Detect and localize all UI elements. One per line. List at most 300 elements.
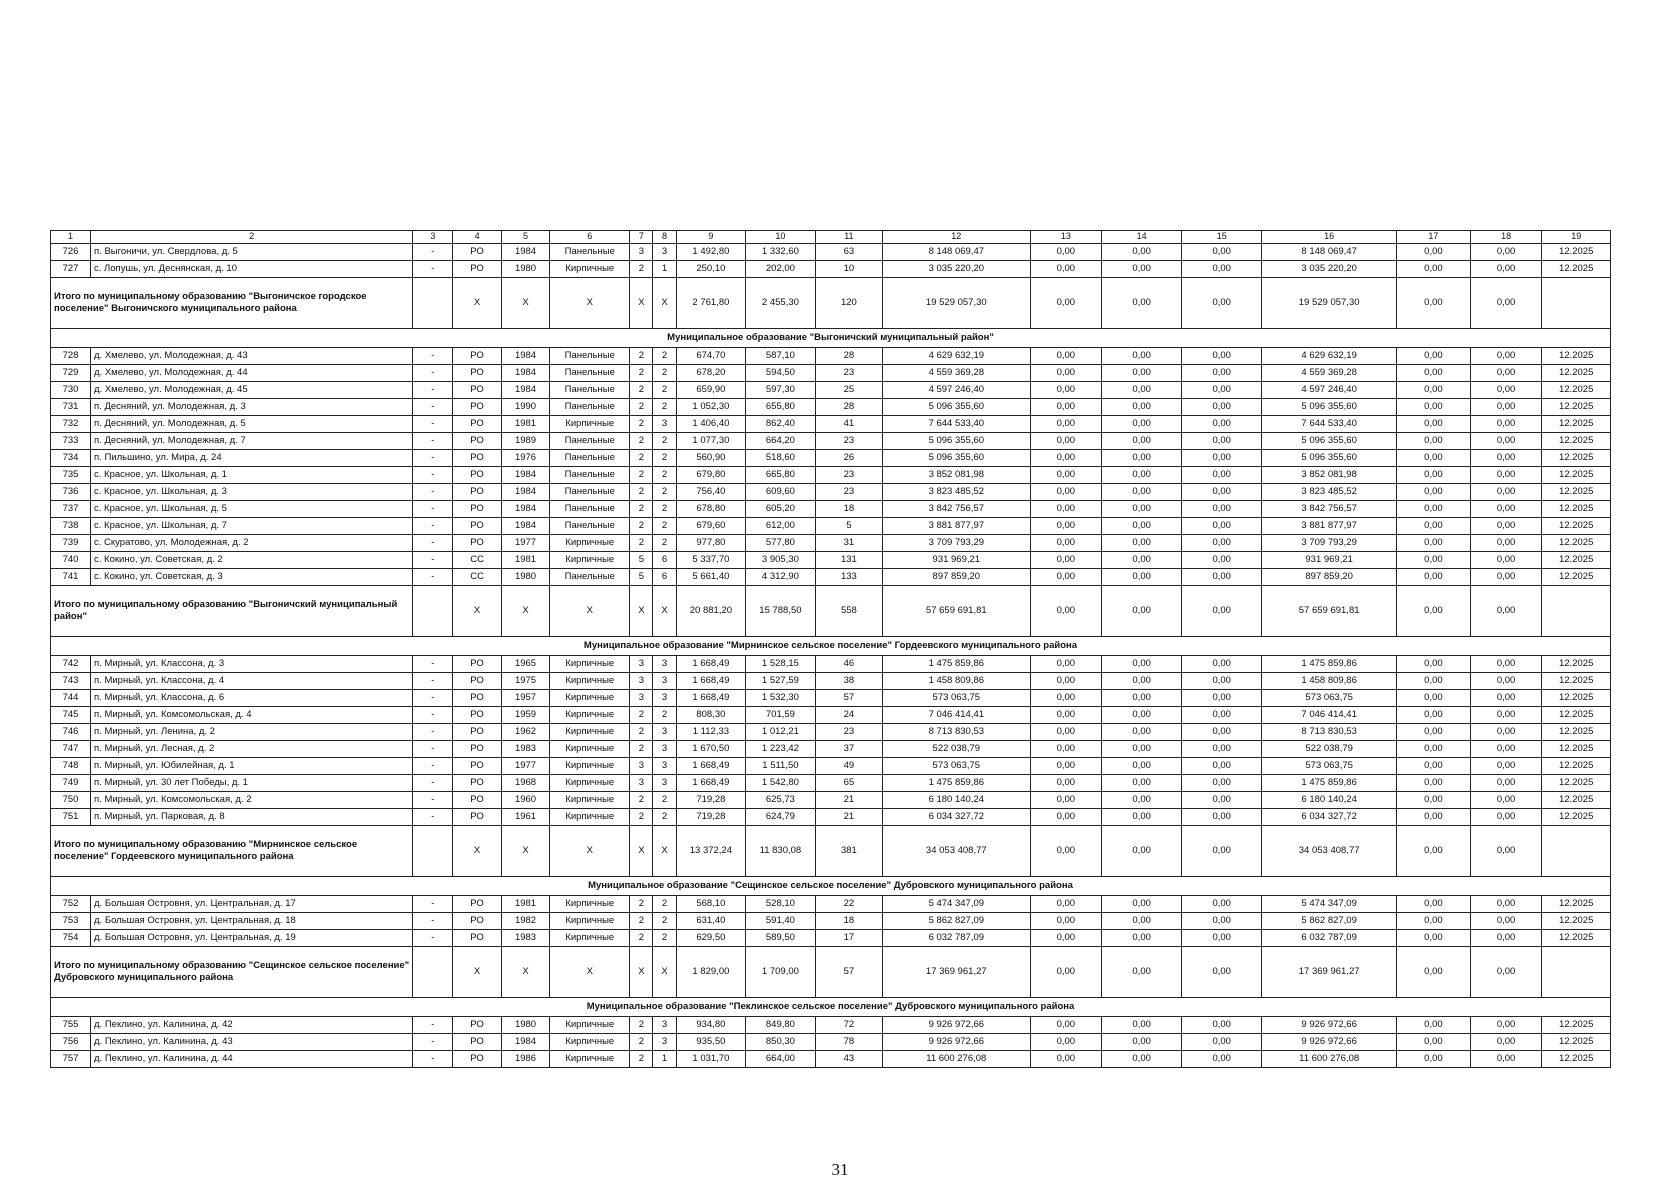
- table-cell: 9 926 972,66: [1262, 1017, 1397, 1034]
- table-cell: 133: [815, 569, 882, 586]
- table-cell: 23: [815, 467, 882, 484]
- table-cell: 0,00: [1030, 484, 1102, 501]
- table-cell: 0,00: [1030, 433, 1102, 450]
- table-cell: 12.2025: [1542, 501, 1611, 518]
- subtotal-cell: 0,00: [1030, 586, 1102, 637]
- table-cell: 0,00: [1182, 741, 1262, 758]
- table-cell: РО: [453, 416, 501, 433]
- table-cell: 0,00: [1397, 656, 1471, 673]
- table-cell: 1965: [501, 656, 549, 673]
- table-cell: 7 644 533,40: [1262, 416, 1397, 433]
- table-cell: 1984: [501, 467, 549, 484]
- table-cell: 0,00: [1470, 552, 1542, 569]
- table-cell: 3: [653, 673, 676, 690]
- table-cell: 1 112,33: [676, 724, 746, 741]
- table-cell: 12.2025: [1542, 656, 1611, 673]
- subtotal-cell: 2 761,80: [676, 278, 746, 329]
- table-cell: 0,00: [1102, 467, 1182, 484]
- table-cell: Кирпичные: [550, 724, 630, 741]
- table-cell: -: [413, 501, 453, 518]
- table-cell: 674,70: [676, 348, 746, 365]
- table-cell: 2: [630, 707, 653, 724]
- table-cell: 0,00: [1470, 792, 1542, 809]
- table-cell: 678,20: [676, 365, 746, 382]
- table-row: [51, 930, 1611, 947]
- table-cell: 0,00: [1030, 775, 1102, 792]
- table-cell: -: [413, 450, 453, 467]
- table-cell: 6 180 140,24: [1262, 792, 1397, 809]
- header-cell: 7: [630, 231, 653, 244]
- table-cell: 0,00: [1470, 913, 1542, 930]
- table-cell: 0,00: [1182, 450, 1262, 467]
- table-cell: 0,00: [1397, 896, 1471, 913]
- table-cell: 7 046 414,41: [1262, 707, 1397, 724]
- address-cell: с. Красное, ул. Школьная, д. 1: [91, 467, 413, 484]
- table-cell: 5 096 355,60: [883, 399, 1030, 416]
- table-cell: 6 032 787,09: [883, 930, 1030, 947]
- table-cell: 12.2025: [1542, 569, 1611, 586]
- subtotal-cell: 0,00: [1102, 278, 1182, 329]
- table-cell: 1981: [501, 896, 549, 913]
- table-cell: 0,00: [1102, 707, 1182, 724]
- table-cell: 522 038,79: [883, 741, 1030, 758]
- table-cell: 5 096 355,60: [883, 433, 1030, 450]
- table-cell: 0,00: [1397, 450, 1471, 467]
- table-cell: 0,00: [1030, 518, 1102, 535]
- table-cell: 728: [51, 348, 91, 365]
- table-cell: 2: [653, 518, 676, 535]
- subtotal-cell: [413, 278, 453, 329]
- table-cell: 24: [815, 707, 882, 724]
- table-cell: 1 528,15: [746, 656, 816, 673]
- table-row: [51, 569, 1611, 586]
- table-cell: 12.2025: [1542, 758, 1611, 775]
- table-cell: СС: [453, 552, 501, 569]
- table-cell: -: [413, 724, 453, 741]
- table-cell: 28: [815, 348, 882, 365]
- table-cell: 0,00: [1102, 365, 1182, 382]
- table-cell: -: [413, 775, 453, 792]
- table-cell: 1 668,49: [676, 775, 746, 792]
- table-cell: Кирпичные: [550, 913, 630, 930]
- table-cell: 3: [653, 690, 676, 707]
- table-cell: 6 180 140,24: [883, 792, 1030, 809]
- table-cell: 747: [51, 741, 91, 758]
- table-cell: 5 337,70: [676, 552, 746, 569]
- table-cell: 1984: [501, 484, 549, 501]
- table-cell: -: [413, 382, 453, 399]
- table-cell: РО: [453, 261, 501, 278]
- address-cell: с. Кокино, ул. Советская, д. 3: [91, 569, 413, 586]
- table-cell: 0,00: [1182, 896, 1262, 913]
- table-cell: 746: [51, 724, 91, 741]
- table-cell: 733: [51, 433, 91, 450]
- table-cell: 3: [653, 244, 676, 261]
- table-cell: 12.2025: [1542, 690, 1611, 707]
- table-cell: 2: [653, 365, 676, 382]
- table-cell: 0,00: [1470, 348, 1542, 365]
- table-cell: 1990: [501, 399, 549, 416]
- address-cell: д. Хмелево, ул. Молодежная, д. 44: [91, 365, 413, 382]
- table-cell: 57: [815, 690, 882, 707]
- address-cell: с. Красное, ул. Школьная, д. 5: [91, 501, 413, 518]
- table-cell: 0,00: [1182, 673, 1262, 690]
- table-cell: Кирпичные: [550, 896, 630, 913]
- table-cell: 202,00: [746, 261, 816, 278]
- table-cell: 0,00: [1470, 261, 1542, 278]
- table-cell: РО: [453, 690, 501, 707]
- table-cell: 2: [630, 416, 653, 433]
- table-cell: 0,00: [1102, 1017, 1182, 1034]
- table-cell: 756: [51, 1034, 91, 1051]
- table-cell: -: [413, 484, 453, 501]
- table-cell: 3: [653, 416, 676, 433]
- subtotal-cell: 0,00: [1397, 278, 1471, 329]
- table-cell: 664,20: [746, 433, 816, 450]
- table-cell: 11 600 276,08: [1262, 1051, 1397, 1068]
- table-cell: 0,00: [1030, 690, 1102, 707]
- table-cell: 2: [630, 399, 653, 416]
- table-cell: 2: [630, 365, 653, 382]
- table-cell: 3: [630, 673, 653, 690]
- table-cell: 23: [815, 433, 882, 450]
- subtotal-cell: 17 369 961,27: [883, 947, 1030, 998]
- section-header-row: [51, 637, 1611, 656]
- table-cell: 560,90: [676, 450, 746, 467]
- table-cell: 931 969,21: [883, 552, 1030, 569]
- table-cell: РО: [453, 809, 501, 826]
- table-cell: Панельные: [550, 569, 630, 586]
- table-row: [51, 775, 1611, 792]
- table-cell: 0,00: [1182, 707, 1262, 724]
- table-cell: 0,00: [1470, 365, 1542, 382]
- table-row: [51, 1034, 1611, 1051]
- subtotal-cell: [1542, 826, 1611, 877]
- table-cell: 0,00: [1102, 673, 1182, 690]
- subtotal-row: [51, 826, 1611, 877]
- table-cell: Кирпичные: [550, 1034, 630, 1051]
- table-cell: 977,80: [676, 535, 746, 552]
- subtotal-cell: X: [630, 278, 653, 329]
- table-cell: 3 881 877,97: [883, 518, 1030, 535]
- address-cell: д. Пеклино, ул. Калинина, д. 42: [91, 1017, 413, 1034]
- table-cell: 12.2025: [1542, 433, 1611, 450]
- table-row: [51, 348, 1611, 365]
- table-cell: 3 842 756,57: [883, 501, 1030, 518]
- table-cell: 2: [653, 467, 676, 484]
- table-cell: Кирпичные: [550, 707, 630, 724]
- table-cell: 0,00: [1030, 656, 1102, 673]
- table-cell: 2: [630, 484, 653, 501]
- table-cell: 1 031,70: [676, 1051, 746, 1068]
- table-cell: 745: [51, 707, 91, 724]
- header-cell: 4: [453, 231, 501, 244]
- table-cell: 5: [815, 518, 882, 535]
- table-cell: -: [413, 365, 453, 382]
- table-cell: 0,00: [1470, 244, 1542, 261]
- table-cell: 5 661,40: [676, 569, 746, 586]
- address-cell: п. Десняний, ул. Молодежная, д. 5: [91, 416, 413, 433]
- table-cell: 1962: [501, 724, 549, 741]
- table-cell: 0,00: [1182, 433, 1262, 450]
- table-cell: 755: [51, 1017, 91, 1034]
- subtotal-cell: [1542, 586, 1611, 637]
- table-cell: 3: [653, 1034, 676, 1051]
- table-cell: 0,00: [1182, 552, 1262, 569]
- table-cell: 0,00: [1102, 913, 1182, 930]
- table-cell: 12.2025: [1542, 896, 1611, 913]
- table-cell: 1984: [501, 365, 549, 382]
- table-cell: 0,00: [1030, 416, 1102, 433]
- table-cell: 1 052,30: [676, 399, 746, 416]
- table-cell: Панельные: [550, 501, 630, 518]
- table-cell: 850,30: [746, 1034, 816, 1051]
- table-row: [51, 690, 1611, 707]
- table-cell: 0,00: [1470, 1017, 1542, 1034]
- table-cell: 0,00: [1470, 382, 1542, 399]
- table-row: [51, 707, 1611, 724]
- table-cell: 0,00: [1182, 518, 1262, 535]
- table-cell: 2: [630, 1051, 653, 1068]
- table-cell: 748: [51, 758, 91, 775]
- table-cell: 0,00: [1470, 930, 1542, 947]
- table-cell: 0,00: [1182, 382, 1262, 399]
- table-cell: 2: [653, 707, 676, 724]
- table-cell: 18: [815, 501, 882, 518]
- table-cell: 65: [815, 775, 882, 792]
- table-cell: РО: [453, 399, 501, 416]
- header-cell: 11: [815, 231, 882, 244]
- table-cell: 742: [51, 656, 91, 673]
- table-row: [51, 741, 1611, 758]
- table-cell: 5 474 347,09: [883, 896, 1030, 913]
- table-cell: -: [413, 690, 453, 707]
- table-cell: -: [413, 1051, 453, 1068]
- table-cell: 1977: [501, 535, 549, 552]
- table-cell: 2: [630, 348, 653, 365]
- table-cell: 17: [815, 930, 882, 947]
- subtotal-cell: 0,00: [1397, 947, 1471, 998]
- table-cell: -: [413, 656, 453, 673]
- table-cell: 0,00: [1102, 244, 1182, 261]
- subtotal-cell: 20 881,20: [676, 586, 746, 637]
- table-cell: Панельные: [550, 433, 630, 450]
- table-cell: 1980: [501, 261, 549, 278]
- table-cell: 26: [815, 450, 882, 467]
- table-cell: 1982: [501, 913, 549, 930]
- table-cell: 0,00: [1030, 1051, 1102, 1068]
- subtotal-label: Итого по муниципальному образованию "Выгоничское городское поселение" Выгоничского муниципального района: [51, 278, 413, 329]
- table-cell: Кирпичные: [550, 775, 630, 792]
- table-cell: 612,00: [746, 518, 816, 535]
- table-cell: 37: [815, 741, 882, 758]
- table-cell: 12.2025: [1542, 399, 1611, 416]
- table-cell: 1984: [501, 348, 549, 365]
- table-cell: 0,00: [1397, 1034, 1471, 1051]
- subtotal-cell: X: [501, 586, 549, 637]
- table-row: [51, 261, 1611, 278]
- header-cell: 15: [1182, 231, 1262, 244]
- address-cell: с. Красное, ул. Школьная, д. 3: [91, 484, 413, 501]
- table-cell: -: [413, 896, 453, 913]
- table-cell: 1 475 859,86: [883, 656, 1030, 673]
- table-cell: РО: [453, 707, 501, 724]
- table-cell: -: [413, 741, 453, 758]
- table-cell: РО: [453, 244, 501, 261]
- subtotal-label: Итого по муниципальному образованию "Сещинское сельское поселение" Дубровского муниципального района: [51, 947, 413, 998]
- table-cell: 0,00: [1102, 930, 1182, 947]
- table-row: [51, 724, 1611, 741]
- table-cell: 2: [630, 1034, 653, 1051]
- table-cell: 250,10: [676, 261, 746, 278]
- table-cell: 935,50: [676, 1034, 746, 1051]
- table-cell: 0,00: [1102, 809, 1182, 826]
- table-cell: 0,00: [1470, 535, 1542, 552]
- table-cell: 0,00: [1182, 569, 1262, 586]
- table-cell: 1 458 809,86: [1262, 673, 1397, 690]
- table-cell: 1968: [501, 775, 549, 792]
- table-cell: Кирпичные: [550, 656, 630, 673]
- subtotal-cell: 0,00: [1397, 586, 1471, 637]
- table-cell: 2: [630, 930, 653, 947]
- table-cell: 4 597 246,40: [883, 382, 1030, 399]
- table-cell: 49: [815, 758, 882, 775]
- table-cell: 2: [653, 535, 676, 552]
- table-cell: 11 600 276,08: [883, 1051, 1030, 1068]
- table-body: [51, 231, 1611, 1068]
- table-cell: -: [413, 348, 453, 365]
- table-cell: 3 881 877,97: [1262, 518, 1397, 535]
- table-cell: 753: [51, 913, 91, 930]
- table-cell: 0,00: [1397, 261, 1471, 278]
- table-cell: 737: [51, 501, 91, 518]
- table-cell: 3 035 220,20: [1262, 261, 1397, 278]
- section-title: Муниципальное образование "Пеклинское сельское поселение" Дубровского муниципального района: [51, 998, 1611, 1017]
- table-cell: 897 859,20: [883, 569, 1030, 586]
- table-cell: 9 926 972,66: [883, 1017, 1030, 1034]
- table-cell: 0,00: [1102, 518, 1182, 535]
- table-cell: 931 969,21: [1262, 552, 1397, 569]
- table-cell: 0,00: [1182, 535, 1262, 552]
- table-cell: 2: [630, 382, 653, 399]
- address-cell: с. Скуратово, ул. Молодежная, д. 2: [91, 535, 413, 552]
- table-row: [51, 382, 1611, 399]
- table-cell: 3 842 756,57: [1262, 501, 1397, 518]
- table-cell: 0,00: [1182, 913, 1262, 930]
- subtotal-cell: 120: [815, 278, 882, 329]
- header-cell: 10: [746, 231, 816, 244]
- header-cell: 16: [1262, 231, 1397, 244]
- address-cell: п. Мирный, ул. Ленина, д. 2: [91, 724, 413, 741]
- table-cell: 1984: [501, 382, 549, 399]
- table-cell: 2: [653, 484, 676, 501]
- address-cell: п. Десняний, ул. Молодежная, д. 3: [91, 399, 413, 416]
- table-row: [51, 244, 1611, 261]
- table-cell: 749: [51, 775, 91, 792]
- address-cell: с. Красное, ул. Школьная, д. 7: [91, 518, 413, 535]
- table-cell: 605,20: [746, 501, 816, 518]
- table-cell: -: [413, 1034, 453, 1051]
- header-cell: 6: [550, 231, 630, 244]
- table-cell: 2: [630, 518, 653, 535]
- table-cell: 0,00: [1397, 913, 1471, 930]
- table-cell: 43: [815, 1051, 882, 1068]
- table-cell: 6 034 327,72: [883, 809, 1030, 826]
- table-row: [51, 896, 1611, 913]
- table-cell: 573 063,75: [1262, 690, 1397, 707]
- table-cell: 573 063,75: [883, 758, 1030, 775]
- subtotal-row: [51, 278, 1611, 329]
- address-cell: с. Лопушь, ул. Деснянская, д. 10: [91, 261, 413, 278]
- table-cell: 12.2025: [1542, 348, 1611, 365]
- table-cell: 0,00: [1470, 1034, 1542, 1051]
- table-cell: 0,00: [1182, 690, 1262, 707]
- table-cell: 0,00: [1397, 416, 1471, 433]
- table-cell: 0,00: [1102, 758, 1182, 775]
- table-cell: 78: [815, 1034, 882, 1051]
- table-cell: 12.2025: [1542, 261, 1611, 278]
- table-cell: 0,00: [1397, 365, 1471, 382]
- table-cell: 1 223,42: [746, 741, 816, 758]
- address-cell: п. Мирный, ул. Классона, д. 6: [91, 690, 413, 707]
- table-cell: 0,00: [1030, 535, 1102, 552]
- table-cell: -: [413, 913, 453, 930]
- table-cell: Панельные: [550, 382, 630, 399]
- table-cell: РО: [453, 930, 501, 947]
- table-cell: 4 312,90: [746, 569, 816, 586]
- table-cell: 12.2025: [1542, 707, 1611, 724]
- subtotal-cell: 0,00: [1182, 278, 1262, 329]
- table-cell: 0,00: [1182, 758, 1262, 775]
- subtotal-cell: [413, 586, 453, 637]
- table-cell: РО: [453, 913, 501, 930]
- subtotal-cell: X: [453, 826, 501, 877]
- subtotal-label: Итого по муниципальному образованию "Мирнинское сельское поселение" Гордеевского муниципального района: [51, 826, 413, 877]
- table-cell: 0,00: [1182, 365, 1262, 382]
- table-cell: 12.2025: [1542, 724, 1611, 741]
- table-cell: 0,00: [1030, 792, 1102, 809]
- table-cell: Кирпичные: [550, 741, 630, 758]
- address-cell: п. Мирный, ул. Классона, д. 4: [91, 673, 413, 690]
- table-row: [51, 433, 1611, 450]
- table-cell: Панельные: [550, 518, 630, 535]
- table-cell: 1 668,49: [676, 656, 746, 673]
- table-cell: 23: [815, 724, 882, 741]
- table-cell: 4 629 632,19: [883, 348, 1030, 365]
- address-cell: п. Пильшино, ул. Мира, д. 24: [91, 450, 413, 467]
- table-cell: 0,00: [1102, 741, 1182, 758]
- table-cell: РО: [453, 792, 501, 809]
- table-cell: 3 823 485,52: [1262, 484, 1397, 501]
- table-cell: РО: [453, 348, 501, 365]
- address-cell: д. Хмелево, ул. Молодежная, д. 43: [91, 348, 413, 365]
- table-cell: 518,60: [746, 450, 816, 467]
- table-cell: 2: [653, 348, 676, 365]
- table-cell: 7 644 533,40: [883, 416, 1030, 433]
- table-cell: 3: [630, 690, 653, 707]
- address-cell: п. Мирный, ул. Лесная, д. 2: [91, 741, 413, 758]
- table-cell: Панельные: [550, 484, 630, 501]
- table-cell: 577,80: [746, 535, 816, 552]
- subtotal-cell: 17 369 961,27: [1262, 947, 1397, 998]
- table-cell: 12.2025: [1542, 484, 1611, 501]
- table-cell: 3: [653, 775, 676, 792]
- table-cell: 3: [630, 758, 653, 775]
- table-cell: РО: [453, 1034, 501, 1051]
- subtotal-cell: 558: [815, 586, 882, 637]
- table-cell: 0,00: [1182, 809, 1262, 826]
- subtotal-cell: [1542, 947, 1611, 998]
